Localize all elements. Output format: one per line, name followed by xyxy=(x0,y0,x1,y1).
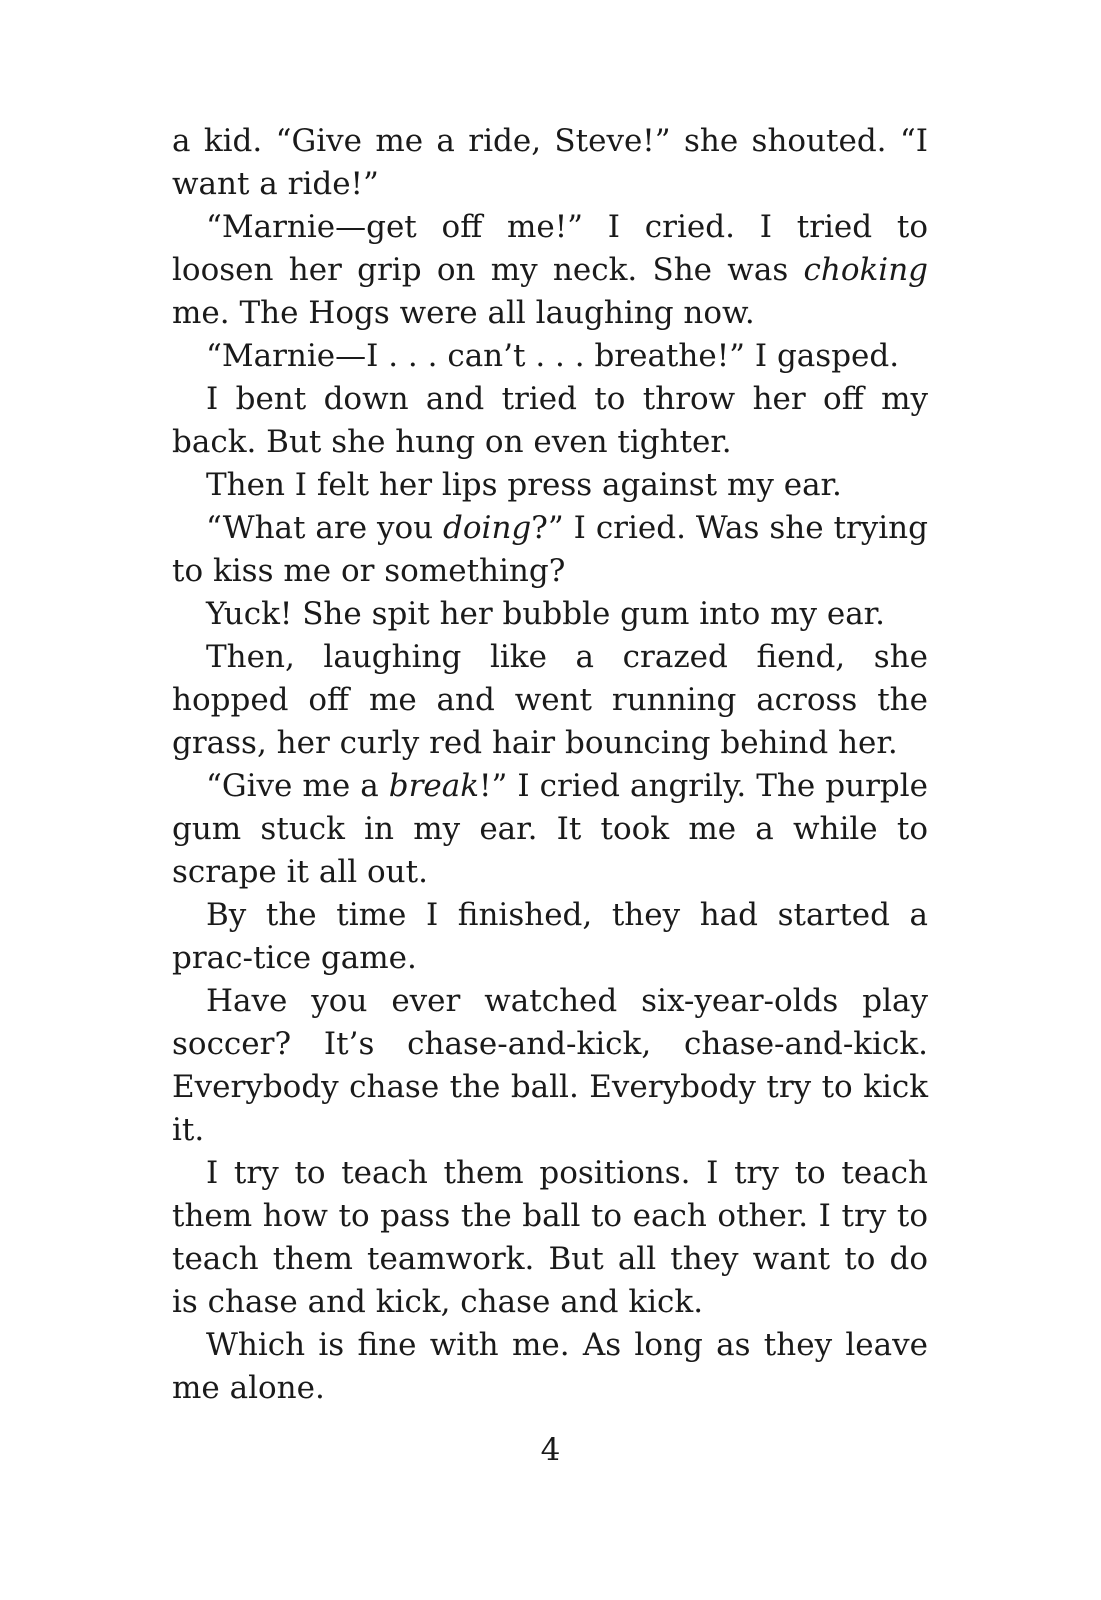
text-run: a kid. “Give me a ride, Steve!” she shouted. “I want a ride!” xyxy=(172,123,928,202)
emphasis-text: choking xyxy=(803,252,928,288)
text-run: me. The Hogs were all laughing now. xyxy=(172,295,755,331)
text-run: I bent down and tried to throw her off my back. But she hung on even tighter. xyxy=(172,381,928,460)
text-run: By the time I finished, they had started a prac-tice game. xyxy=(172,897,928,976)
text-run: Yuck! She spit her bubble gum into my ear. xyxy=(206,596,885,632)
emphasis-text: doing xyxy=(443,510,532,546)
text-run: I try to teach them positions. I try to teach them how to pass the ball to each other. I try to teach them teamwork. But all they want to do is chase and kick, chase and kick. xyxy=(172,1155,928,1320)
paragraph xyxy=(172,1152,928,1324)
paragraph xyxy=(172,593,928,636)
page-number: 4 xyxy=(540,1432,561,1468)
text-run: !” I cried angrily. The purple gum stuck in my ear. It took me a while to scrape it all out. xyxy=(172,768,928,890)
paragraph xyxy=(172,206,928,335)
paragraph xyxy=(172,894,928,980)
paragraph xyxy=(172,507,928,593)
text-run: “What are you xyxy=(206,510,444,546)
text-run: “Marnie—I . . . can’t . . . breathe!” I gasped. xyxy=(206,338,900,374)
paragraph xyxy=(172,120,928,206)
paragraph xyxy=(172,378,928,464)
text-run: Which is fine with me. As long as they leave me alone. xyxy=(172,1327,928,1406)
paragraph xyxy=(172,464,928,507)
paragraph xyxy=(172,335,928,378)
paragraph xyxy=(172,1324,928,1410)
emphasis-text: break xyxy=(388,768,480,804)
text-run: Have you ever watched six-year-olds play soccer? It’s chase-and-kick, chase-and-kick. Everybody chase the ball. Everybody try to kick it. xyxy=(172,983,928,1148)
text-run: Then I felt her lips press against my ear. xyxy=(206,467,842,503)
paragraph xyxy=(172,980,928,1152)
body-text xyxy=(172,120,928,1410)
paragraph xyxy=(172,765,928,894)
text-run: “Give me a xyxy=(206,768,389,804)
text-run: Then, laughing like a crazed fiend, she hopped off me and went running across the grass, her curly red hair bouncing behind her. xyxy=(172,639,928,761)
text-run: ?” I cried. Was she trying to kiss me or something? xyxy=(172,510,928,589)
paragraph xyxy=(172,636,928,765)
text-run: “Marnie—get off me!” I cried. I tried to loosen her grip on my neck. She was xyxy=(172,209,928,288)
